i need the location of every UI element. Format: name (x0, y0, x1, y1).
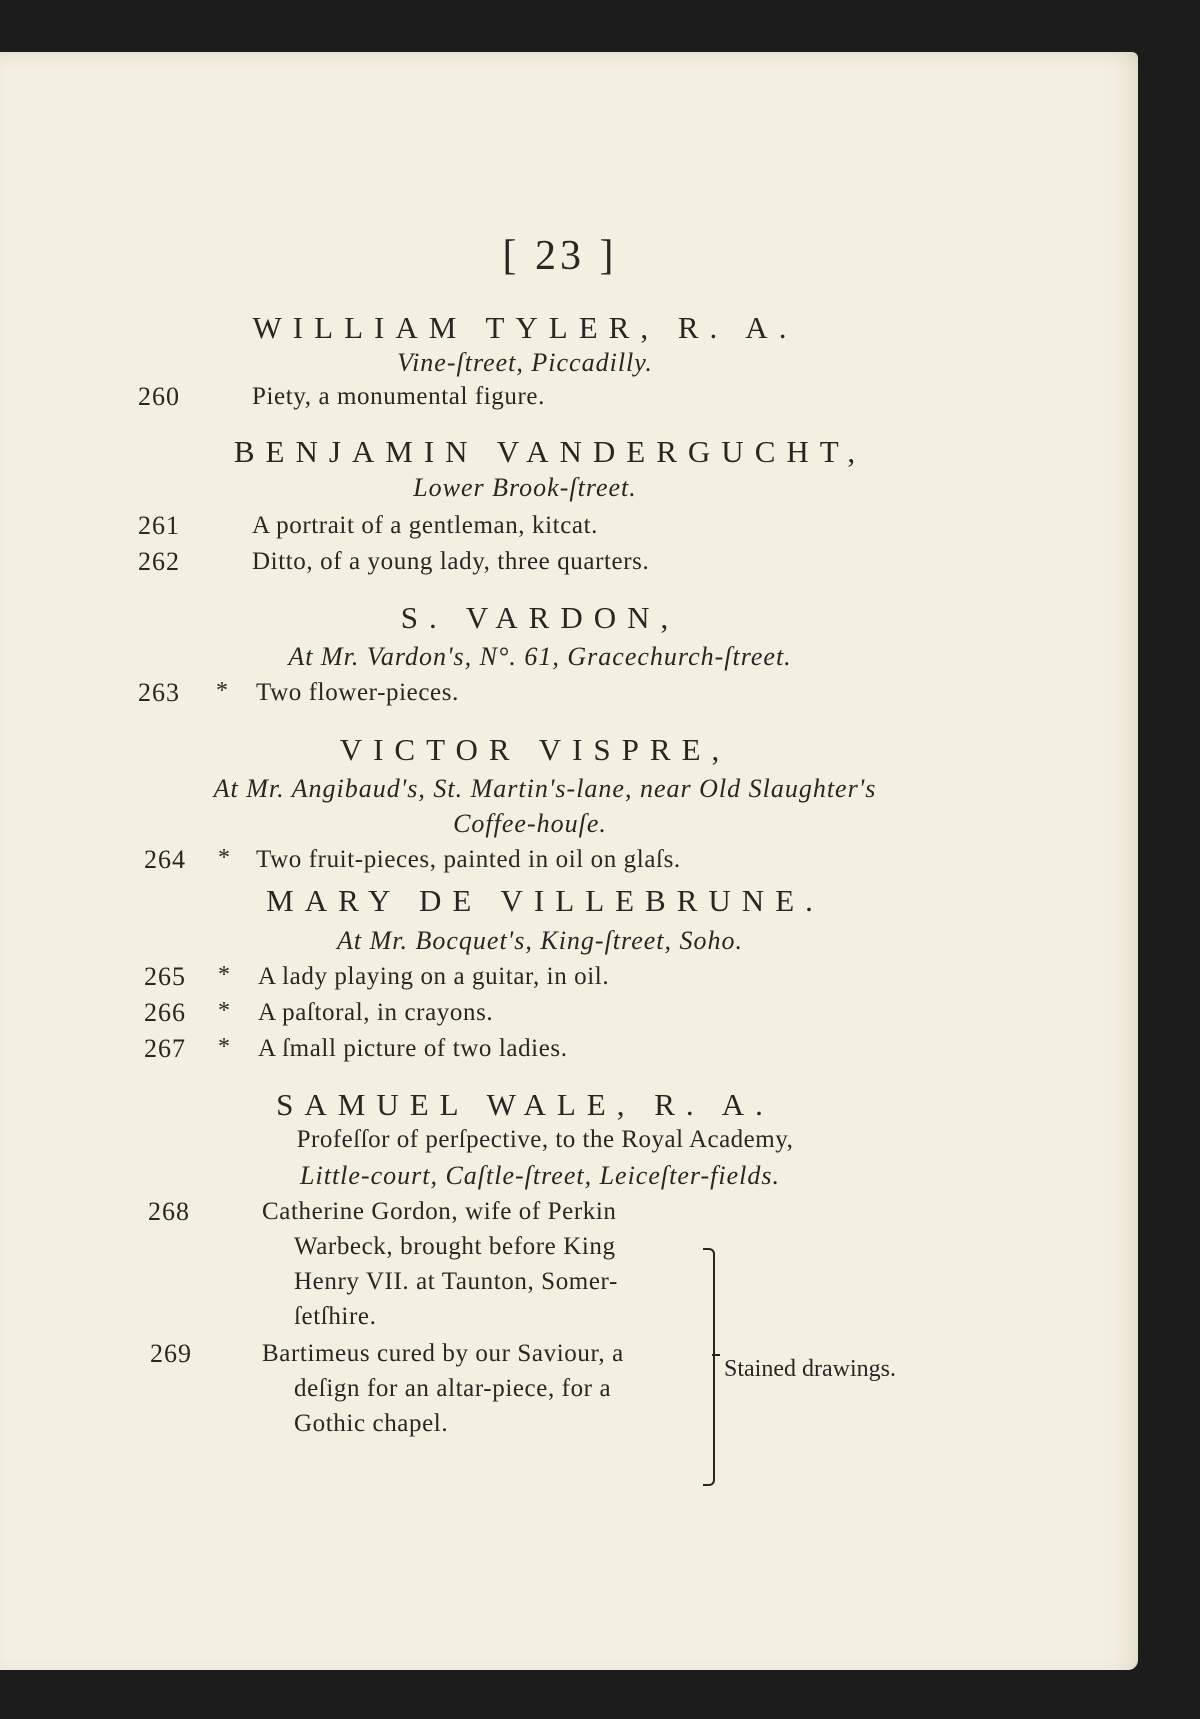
catalogue-number: 261 (138, 511, 180, 540)
work-title-line: deſign for an altar-piece, for a (294, 1375, 612, 1402)
artist-address-wale: Little-court, Caſtle-ſtreet, Leiceſter-fields. (300, 1161, 780, 1190)
work-title: Two fruit-pieces, painted in oil on glaſs. (256, 846, 681, 873)
artist-name-vardon: S. VARDON, (400, 600, 680, 635)
grouping-brace-point (712, 1354, 720, 1356)
work-title-line: Gothic chapel. (294, 1410, 449, 1437)
work-title-line: Catherine Gordon, wife of Perkin (262, 1198, 617, 1225)
artist-name-wale: SAMUEL WALE, R. A. (276, 1087, 774, 1122)
catalogue-number: 267 (144, 1034, 186, 1063)
work-title: A portrait of a gentleman, kitcat. (252, 512, 598, 539)
artist-name-tyler: WILLIAM TYLER, R. A. (252, 310, 798, 345)
artist-address-vispre-cont: Coffee-houſe. (453, 809, 607, 838)
work-title-line: Henry VII. at Taunton, Somer- (294, 1268, 618, 1295)
catalogue-number: 266 (144, 998, 186, 1027)
new-work-asterisk: * (218, 845, 230, 871)
catalogue-number: 263 (138, 678, 180, 707)
artist-office-wale: Profeſſor of perſpective, to the Royal Academy, (296, 1126, 794, 1153)
new-work-asterisk: * (218, 998, 230, 1024)
catalogue-number: 262 (138, 547, 180, 576)
new-work-asterisk: * (218, 1034, 230, 1060)
artist-address-vandergucht: Lower Brook-ſtreet. (413, 473, 637, 502)
work-title: A paſtoral, in crayons. (258, 999, 494, 1026)
catalogue-number: 260 (138, 382, 180, 411)
catalogue-number: 265 (144, 962, 186, 991)
artist-address-vispre: At Mr. Angibaud's, St. Martin's-lane, near Old Slaughter's (213, 774, 877, 803)
grouping-brace (703, 1248, 715, 1486)
artist-name-vispre: VICTOR VISPRE, (339, 732, 731, 767)
work-title-line: ſetſhire. (294, 1303, 377, 1330)
brace-note: Stained drawings. (724, 1356, 896, 1382)
work-title: Ditto, of a young lady, three quarters. (252, 548, 650, 575)
artist-address-tyler: Vine-ſtreet, Piccadilly. (397, 348, 653, 377)
new-work-asterisk: * (218, 962, 230, 988)
work-title-line: Bartimeus cured by our Saviour, a (262, 1340, 624, 1367)
catalogue-number: 264 (144, 845, 186, 874)
artist-name-villebrune: MARY DE VILLEBRUNE. (266, 883, 824, 918)
work-title-line: Warbeck, brought before King (294, 1233, 616, 1260)
work-title: Piety, a monumental figure. (252, 383, 545, 410)
work-title: A ſmall picture of two ladies. (258, 1035, 568, 1062)
artist-name-vandergucht: BENJAMIN VANDERGUCHT, (233, 434, 867, 469)
catalogue-number: 269 (150, 1339, 192, 1368)
new-work-asterisk: * (216, 678, 228, 704)
work-title: A lady playing on a guitar, in oil. (258, 963, 610, 990)
page-number: [ 23 ] (502, 233, 618, 279)
artist-address-vardon: At Mr. Vardon's, N°. 61, Gracechurch-ſtreet. (288, 642, 792, 671)
work-title: Two flower-pieces. (256, 679, 459, 706)
artist-address-villebrune: At Mr. Bocquet's, King-ſtreet, Soho. (337, 926, 743, 955)
book-page (0, 52, 1138, 1670)
catalogue-number: 268 (148, 1197, 190, 1226)
